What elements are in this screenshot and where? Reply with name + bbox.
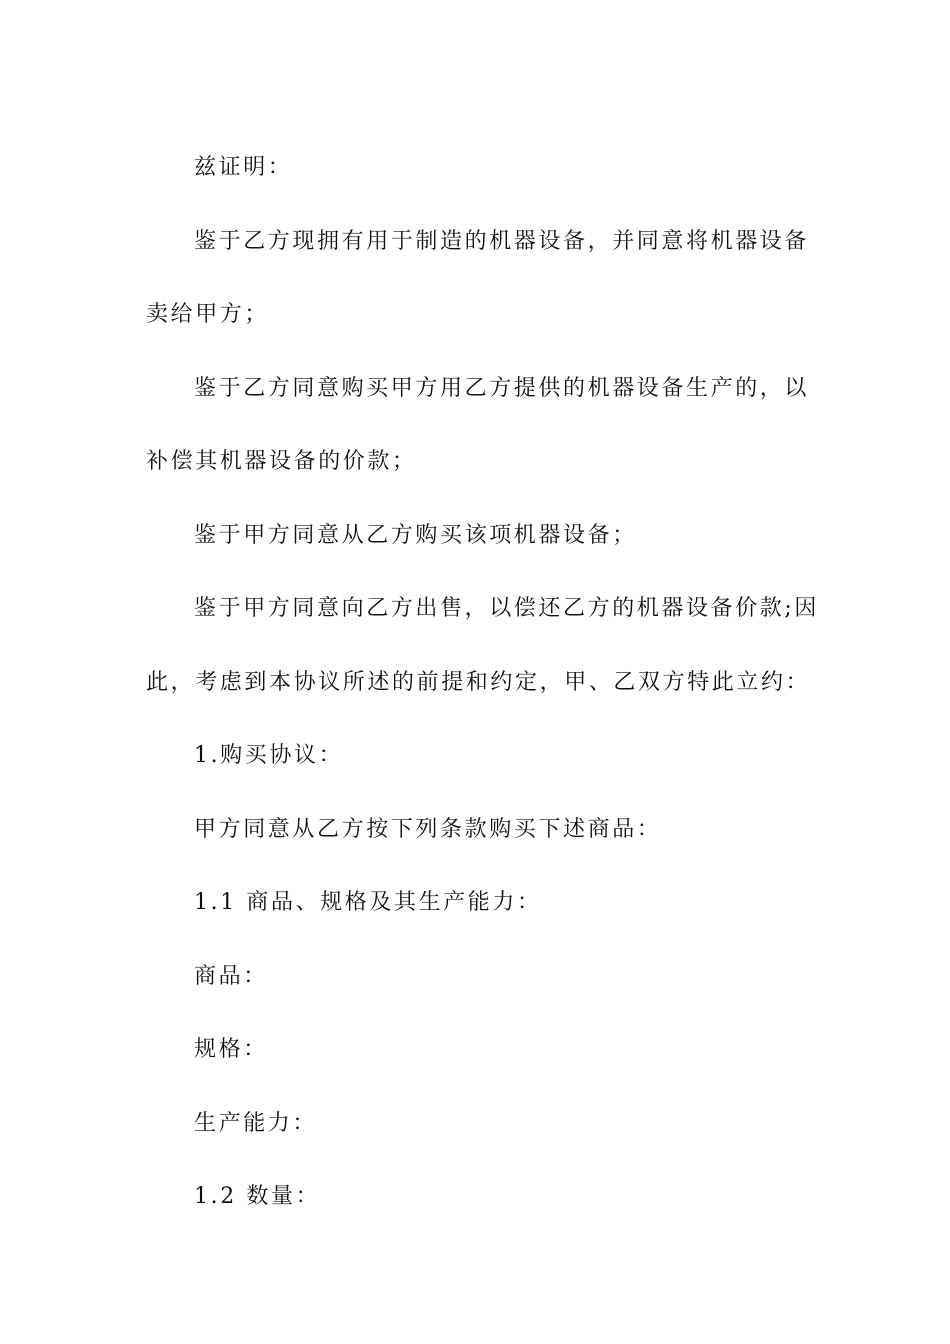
document-body [146,131,820,1234]
paragraph-whereas-3: 鉴于甲方同意从乙方购买该项机器设备； [194,522,637,548]
paragraph-witness: 兹证明： [194,155,293,180]
paragraph-whereas-1-line-2: 卖给甲方； [146,302,270,327]
paragraph-whereas-4-line-1: 鉴于甲方同意向乙方出售，以偿还乙方的机器设备价款;因 [194,596,820,621]
field-capacity-label: 生产能力： [194,1110,318,1136]
paragraph-whereas-4-line-2: 此，考虑到本协议所述的前提和约定，甲、乙双方特此立约： [146,669,811,695]
clause-1-2-heading: 1.2 数量： [194,1184,321,1209]
field-specification-label: 规格： [194,1037,268,1062]
clause-1-1-heading: 1.1 商品、规格及其生产能力： [194,890,542,915]
paragraph-purchase-terms: 甲方同意从乙方按下列条款购买下述商品： [194,816,662,842]
paragraph-whereas-1-line-1: 鉴于乙方现拥有用于制造的机器设备，并同意将机器设备 [194,228,810,254]
paragraph-whereas-2-line-1: 鉴于乙方同意购买甲方用乙方提供的机器设备生产的，以 [194,375,810,401]
section-heading-purchase-agreement: 1.购买协议： [194,743,344,768]
field-goods-label: 商品： [194,963,268,989]
paragraph-whereas-2-line-2: 补偿其机器设备的价款； [146,449,417,474]
